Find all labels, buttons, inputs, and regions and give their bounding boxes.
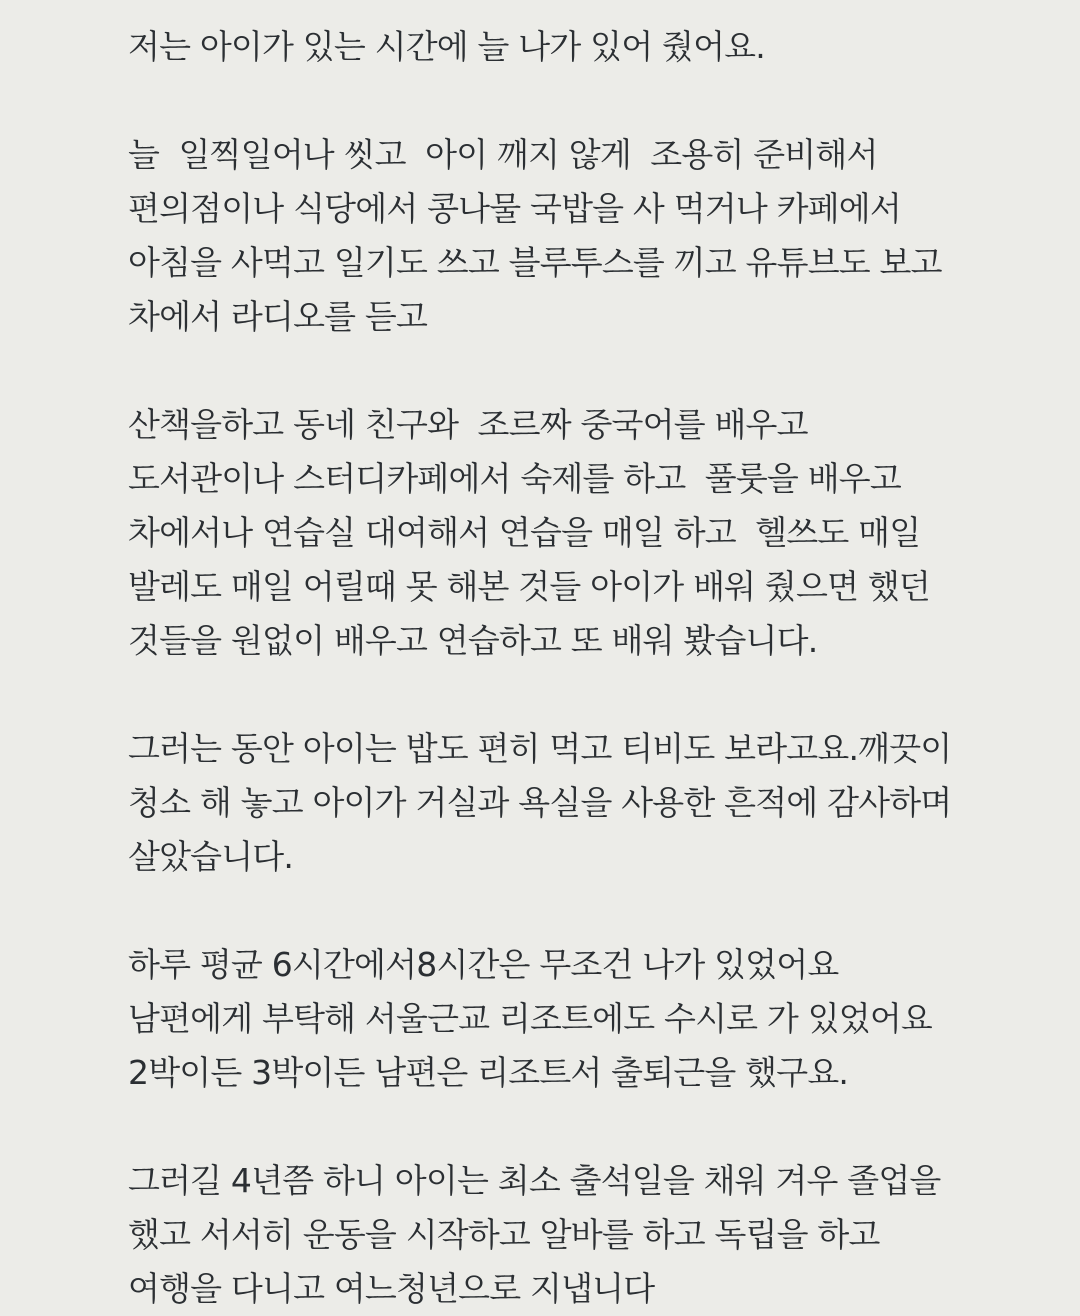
- text-line: 것들을 원없이 배우고 연습하고 또 배워 봤습니다.: [128, 621, 818, 660]
- text-line: 남편에게 부탁해 서울근교 리조트에도 수시로 가 있었어요: [128, 999, 933, 1038]
- text-line: 아침을 사먹고 일기도 쓰고 블루투스를 끼고 유튜브도 보고: [128, 243, 942, 282]
- paragraph-gap: [128, 1100, 1068, 1154]
- text-line: 하루 평균 6시간에서8시간은 무조건 나가 있었어요: [128, 945, 839, 984]
- text-line: 편의점이나 식당에서 콩나물 국밥을 사 먹거나 카페에서: [128, 189, 901, 228]
- text-line: 산책을하고 동네 친구와 조르짜 중국어를 배우고: [128, 405, 808, 444]
- text-line: 살았습니다.: [128, 837, 294, 876]
- text-line: 차에서 라디오를 듣고: [128, 297, 428, 336]
- paragraph-gap: [128, 884, 1068, 938]
- paragraph-gap: [128, 344, 1068, 398]
- text-line: 발레도 매일 어릴때 못 해본 것들 아이가 배워 줬으면 했던: [128, 567, 931, 606]
- text-line: 도서관이나 스터디카페에서 숙제를 하고 풀룻을 배우고: [128, 459, 901, 498]
- text-line: 했고 서서히 운동을 시작하고 알바를 하고 독립을 하고: [128, 1215, 880, 1254]
- text-line: 그러는 동안 아이는 밥도 편히 먹고 티비도 보라고요.깨끗이: [128, 729, 952, 768]
- text-line: 차에서나 연습실 대여해서 연습을 매일 하고 헬쓰도 매일: [128, 513, 921, 552]
- text-line: 저는 아이가 있는 시간에 늘 나가 있어 줬어요.: [128, 27, 765, 66]
- text-line: 여행을 다니고 여느청년으로 지냅니다: [128, 1269, 655, 1308]
- text-line: 늘 일찍일어나 씻고 아이 깨지 않게 조용히 준비해서: [128, 135, 878, 174]
- paragraph-gap: [128, 668, 1068, 722]
- paragraph-gap: [128, 74, 1068, 128]
- text-line: 그러길 4년쯤 하니 아이는 최소 출석일을 채워 겨우 졸업을: [128, 1161, 941, 1200]
- post-body: [128, 20, 1068, 1316]
- text-line: 청소 해 놓고 아이가 거실과 욕실을 사용한 흔적에 감사하며: [128, 783, 952, 822]
- text-line: 2박이든 3박이든 남편은 리조트서 출퇴근을 했구요.: [128, 1053, 849, 1092]
